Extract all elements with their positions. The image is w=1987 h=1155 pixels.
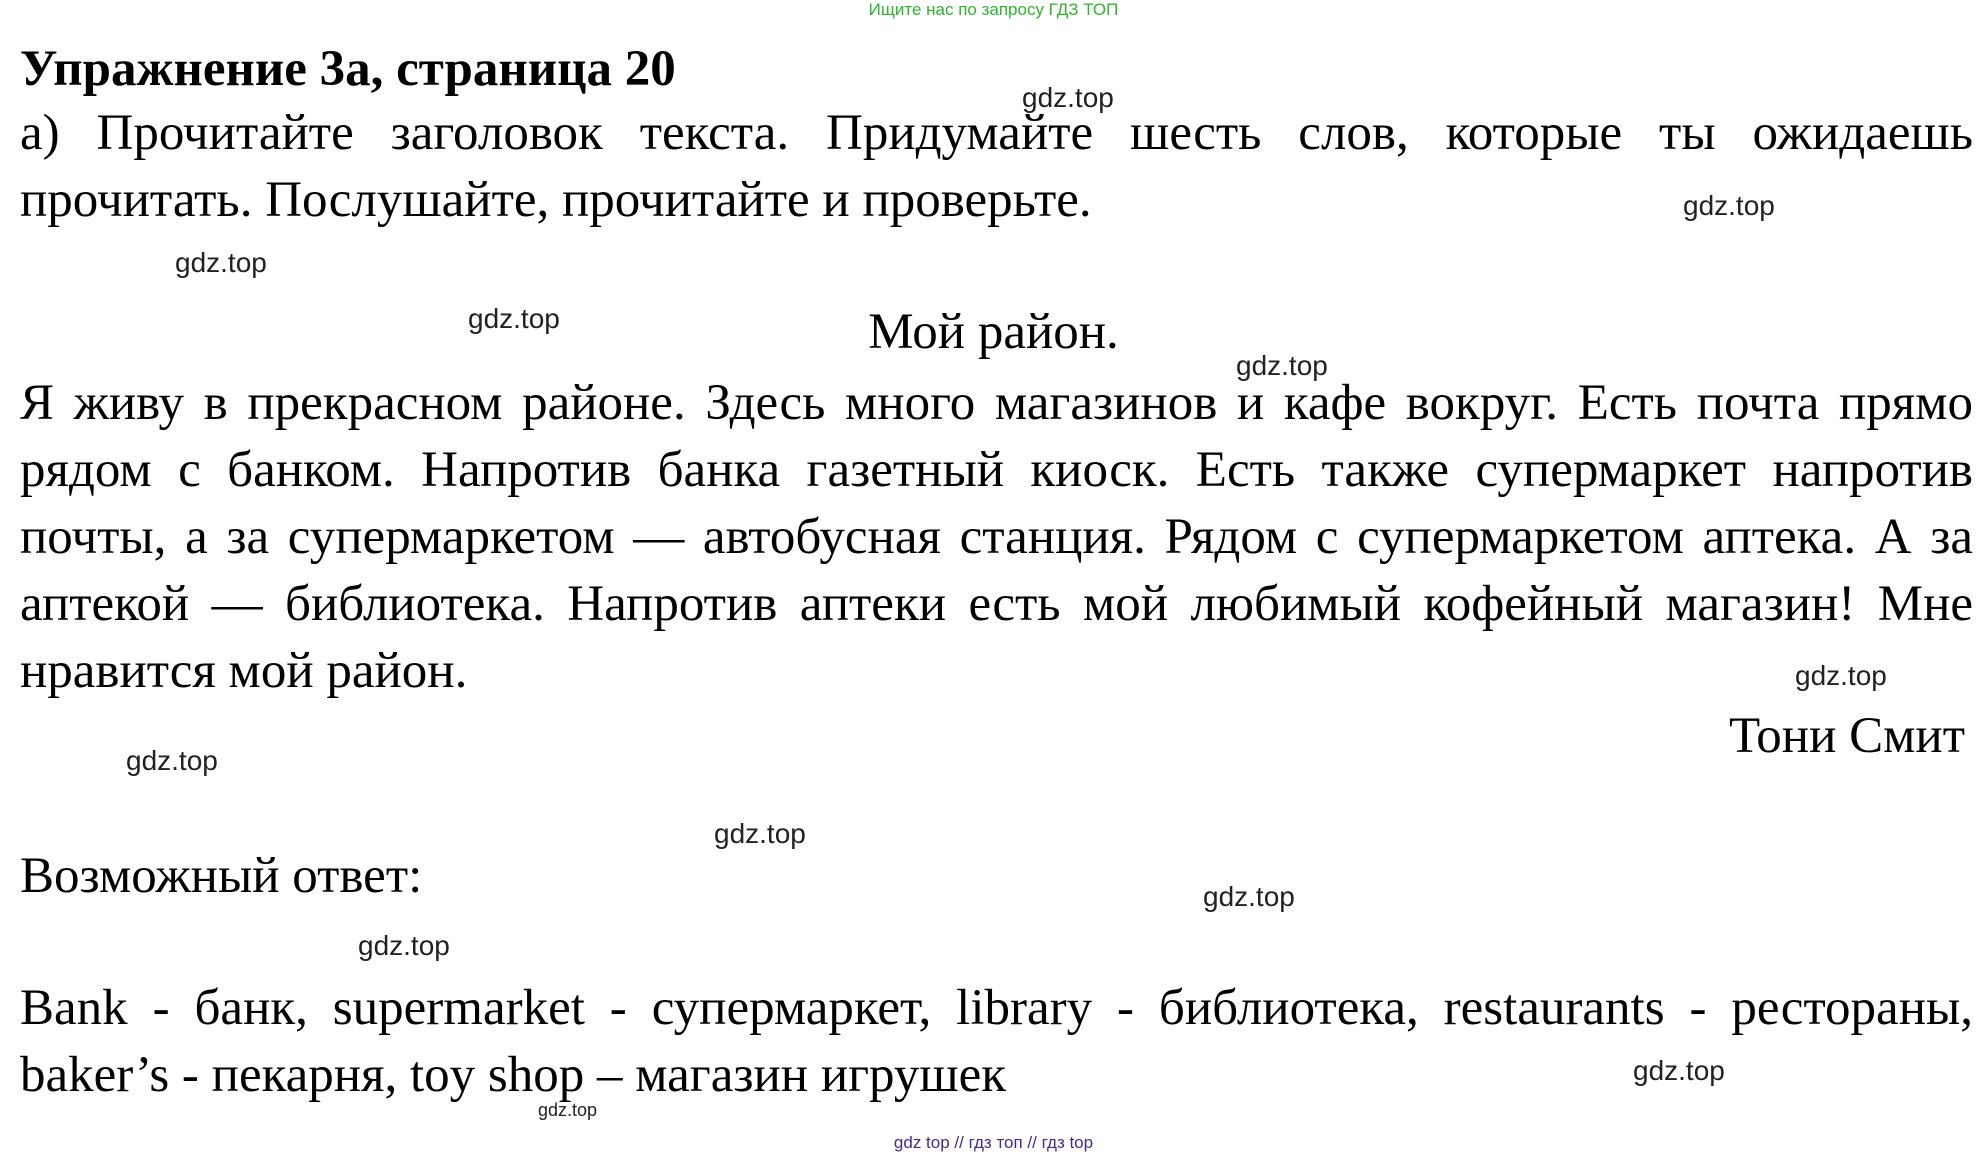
story-body: Я живу в прекрасном районе. Здесь много магазинов и кафе вокруг. Есть почта прямо рядом с банком. Напротив банка газетный киоск. Есть также супермаркет напротив почты, а за супермаркетом — автобусная станция. Рядом с супермаркетом аптека. А за аптекой — библиотека. Напротив аптеки есть мой любимый кофейный магазин! Мне нравится мой район. — [20, 375, 1973, 699]
watermark: gdz.top — [175, 247, 267, 278]
watermark: gdz.top — [1633, 1055, 1725, 1086]
watermark: gdz.top — [1683, 190, 1775, 221]
footer-watermark: gdz top // гдз топ // гдз top — [893, 1133, 1094, 1152]
watermark: gdz.top — [538, 1100, 598, 1120]
answer-text: Bank - банк, supermarket - супермаркет, library - библиотека, restaurants - рестораны, baker’s - пекарня, toy shop – магазин игрушек — [20, 980, 1973, 1103]
top-banner: Ищите нас по запросу ГДЗ ТОП — [868, 0, 1119, 19]
watermark: gdz.top — [126, 745, 218, 776]
story-author: Тони Смит — [1728, 708, 1965, 764]
watermark: gdz.top — [1236, 350, 1328, 381]
watermark: gdz.top — [714, 818, 806, 849]
task-text: а) Прочитайте заголовок текста. Придумайте шесть слов, которые ты ожидаешь прочитать. Послушайте, прочитайте и проверьте. — [20, 105, 1973, 228]
watermark: gdz.top — [1022, 82, 1114, 113]
page-title: Упражнение 3а, страница 20 — [20, 41, 676, 97]
watermark: gdz.top — [1795, 660, 1887, 691]
answer-label: Возможный ответ: — [20, 848, 423, 904]
watermark: gdz.top — [468, 303, 560, 334]
story-heading: Мой район. — [868, 304, 1119, 360]
watermark: gdz.top — [1203, 881, 1295, 912]
watermark: gdz.top — [358, 930, 450, 961]
